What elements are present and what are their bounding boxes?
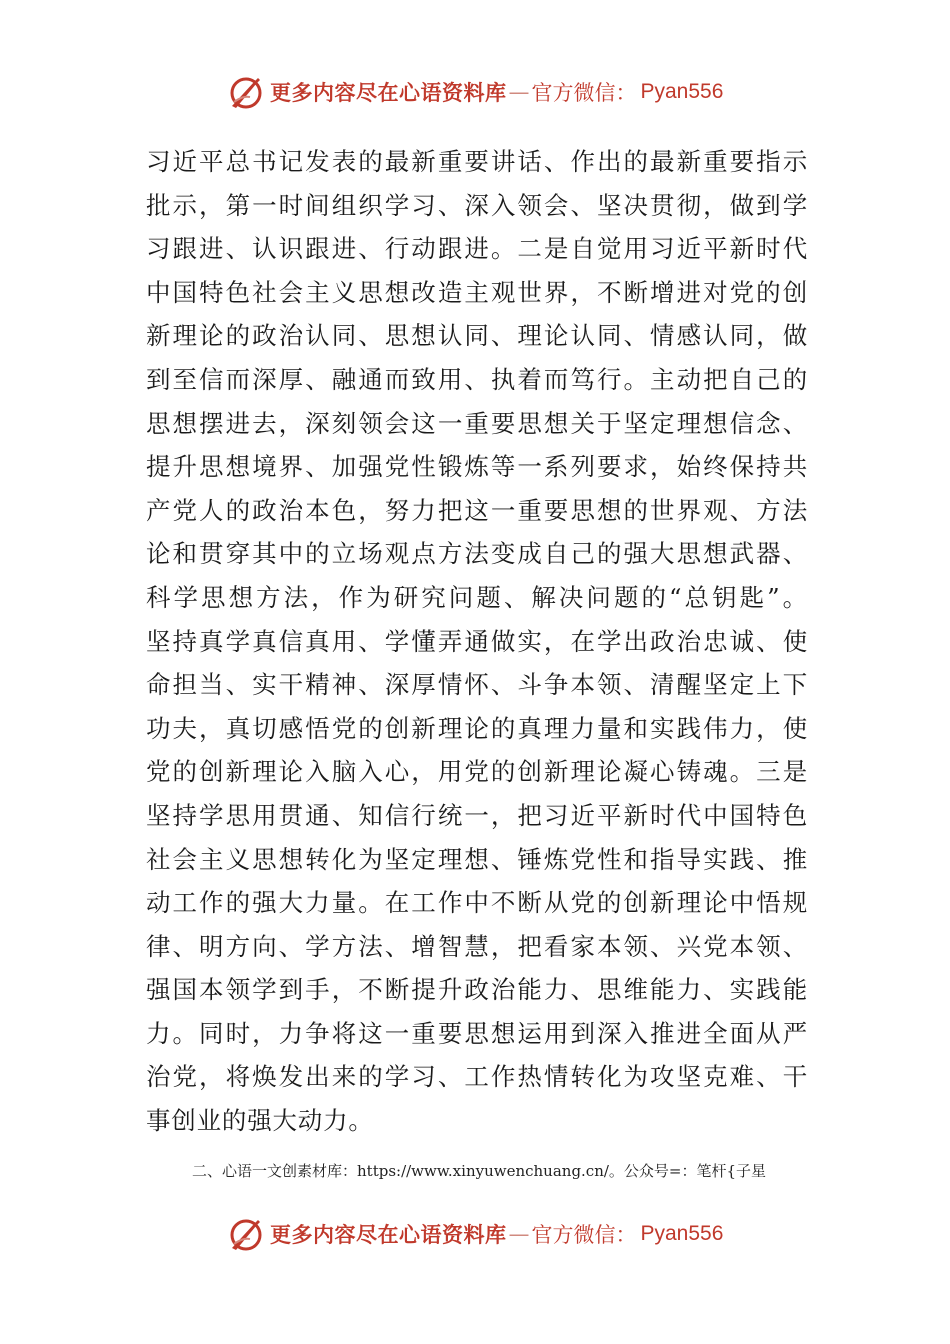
body-line: 论和贯穿其中的立场观点方法变成自己的强大思想武器、 — [146, 539, 808, 569]
document-body — [146, 140, 808, 1143]
banner-dash: — — [508, 80, 530, 104]
body-line: 强国本领学到手，不断提升政治能力、思维能力、实践能 — [146, 975, 808, 1005]
footer-banner — [226, 1212, 723, 1256]
pen-logo-icon — [226, 72, 266, 112]
body-line: 产党人的政治本色，努力把这一重要思想的世界观、方法 — [146, 495, 808, 525]
banner-wechat-id: Pyan556 — [640, 80, 724, 103]
body-line: 到至信而深厚、融通而致用、执着而笃行。主动把自己的 — [146, 364, 808, 394]
body-line: 新理论的政治认同、思想认同、理论认同、情感认同，做 — [146, 321, 808, 351]
body-line: 提升思想境界、加强党性锻炼等一系列要求，始终保持共 — [146, 452, 808, 482]
body-line: 社会主义思想转化为坚定理想、锤炼党性和指导实践、推 — [146, 844, 808, 874]
body-line: 律、明方向、学方法、增智慧，把看家本领、兴党本领、 — [146, 931, 808, 961]
body-line: 命担当、实干精神、深厚情怀、斗争本领、清醒坚定上下 — [146, 670, 808, 700]
footer-source-note: 二、心语一文创素材库：https://www.xinyuwenchuang.cn/。公众号=：笔杆{子星 — [192, 1162, 767, 1180]
body-line: 坚持真学真信真用、学懂弄通做实，在学出政治忠诚、使 — [146, 626, 808, 656]
pen-logo-icon — [226, 1214, 266, 1254]
banner-wechat-label: 官方微信： — [531, 81, 637, 105]
banner-brand-text: 更多内容尽在心语资料库 — [270, 1223, 507, 1247]
body-line: 习跟进、认识跟进、行动跟进。二是自觉用习近平新时代 — [146, 234, 808, 264]
banner-dash: — — [508, 1222, 530, 1246]
body-line: 思想摆进去，深刻领会这一重要思想关于坚定理想信念、 — [146, 408, 808, 438]
body-line: 事创业的强大动力。 — [146, 1106, 374, 1136]
body-line: 习近平总书记发表的最新重要讲话、作出的最新重要指示 — [146, 147, 808, 176]
body-line: 力。同时，力争将这一重要思想运用到深入推进全面从严 — [146, 1018, 808, 1048]
body-line: 中国特色社会主义思想改造主观世界，不断增进对党的创 — [146, 277, 808, 307]
body-line: 科学思想方法，作为研究问题、解决问题的“总钥匙”。 — [146, 582, 808, 612]
body-line: 批示，第一时间组织学习、深入领会、坚决贯彻，做到学 — [146, 190, 808, 220]
header-banner — [226, 70, 723, 114]
banner-brand-text: 更多内容尽在心语资料库 — [270, 81, 507, 105]
body-line: 坚持学思用贯通、知信行统一，把习近平新时代中国特色 — [146, 800, 808, 830]
body-line: 动工作的强大力量。在工作中不断从党的创新理论中悟规 — [146, 888, 808, 918]
body-line: 党的创新理论入脑入心，用党的创新理论凝心铸魂。三是 — [146, 757, 808, 787]
banner-wechat-id: Pyan556 — [640, 1222, 724, 1245]
banner-wechat-label: 官方微信： — [531, 1223, 637, 1247]
body-line: 功夫，真切感悟党的创新理论的真理力量和实践伟力，使 — [146, 713, 808, 743]
body-line: 治党，将焕发出来的学习、工作热情转化为攻坚克难、干 — [146, 1062, 808, 1092]
